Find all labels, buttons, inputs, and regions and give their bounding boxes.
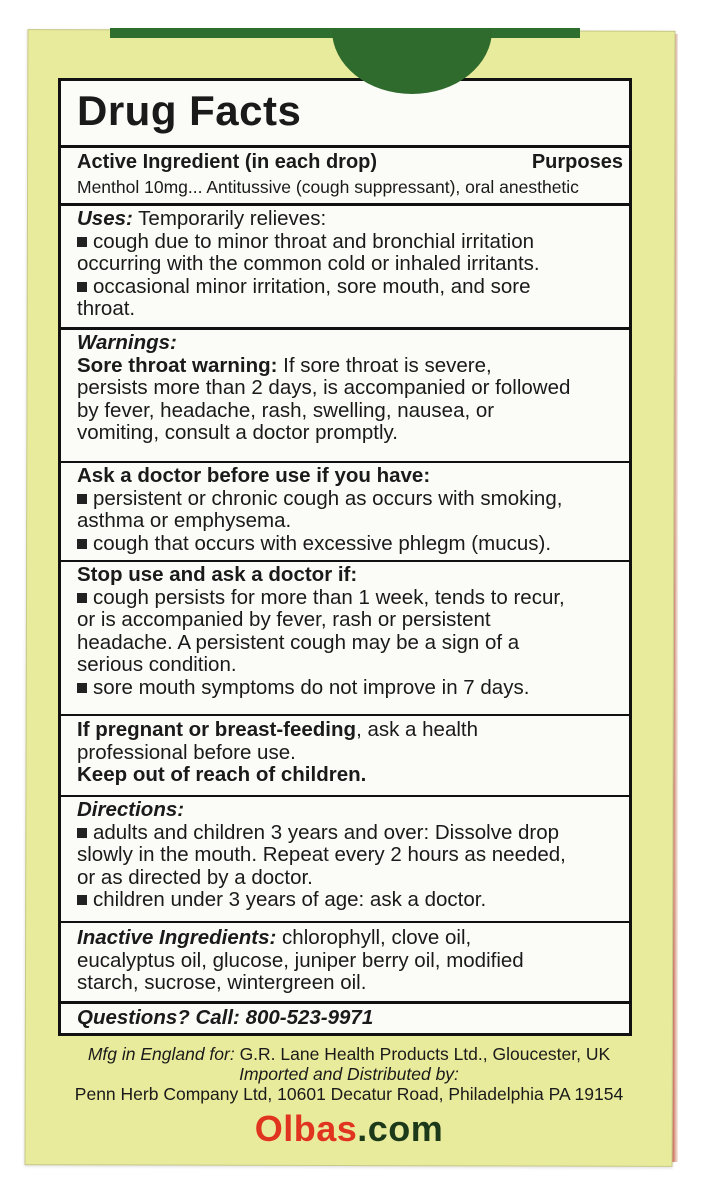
active-ingredient-heading: Active Ingredient (in each drop): [77, 151, 378, 173]
bullet-icon: [77, 593, 87, 603]
bullet-icon: [77, 539, 87, 549]
keep-out-of-reach: Keep out of reach of children.: [77, 763, 367, 786]
divider: [61, 921, 629, 923]
distributor-text: Penn Herb Company Ltd, 10601 Decatur Road, Philadelphia PA 19154: [74, 1084, 624, 1104]
uses-section: [61, 208, 629, 321]
pregnant-label: If pregnant or breast-feeding: [77, 718, 357, 741]
uses-intro: Temporarily relieves:: [132, 207, 327, 230]
drug-facts-panel: [58, 78, 632, 1036]
divider: [61, 327, 629, 330]
brand-suffix: .com: [357, 1108, 444, 1149]
brand-name: Olbas: [254, 1108, 358, 1149]
directions-section: [61, 799, 629, 912]
sore-throat-line: If sore throat is severe,: [277, 353, 492, 377]
ask-doctor-heading: Ask a doctor before use if you have:: [77, 464, 431, 487]
divider: [61, 714, 629, 716]
uses-label: Uses:: [77, 207, 133, 230]
directions-line: adults and children 3 years and over: Dissolve drop: [93, 820, 560, 844]
inactive-line: starch, sucrose, wintergreen oil.: [77, 971, 367, 994]
inactive-line: eucalyptus oil, glucose, juniper berry oil, modified: [77, 948, 524, 972]
questions-section: [61, 1007, 629, 1030]
directions-line: or as directed by a doctor.: [77, 865, 313, 889]
sore-throat-line: by fever, headache, rash, swelling, nausea, or: [77, 398, 495, 422]
stop-use-line: sore mouth symptoms do not improve in 7 days.: [93, 675, 530, 699]
questions-phone: Questions? Call: 800-523-9971: [77, 1006, 374, 1029]
directions-label: Directions:: [77, 798, 185, 821]
inactive-label: Inactive Ingredients:: [77, 926, 277, 949]
stop-use-line: cough persists for more than 1 week, tends to recur,: [93, 585, 565, 609]
bullet-icon: [77, 494, 87, 504]
imported-label: Imported and Distributed by:: [239, 1064, 459, 1084]
stop-use-section: [61, 564, 629, 699]
mfg-text: G.R. Lane Health Products Ltd., Gloucester, UK: [234, 1044, 611, 1064]
bullet-icon: [77, 683, 87, 693]
divider: [61, 203, 629, 206]
uses-line: throat.: [77, 297, 136, 320]
stop-use-line: serious condition.: [77, 653, 237, 676]
pregnant-line: professional before use.: [77, 740, 296, 764]
divider: [61, 1001, 629, 1004]
uses-line: cough due to minor throat and bronchial irritation: [93, 229, 535, 253]
stop-use-heading: Stop use and ask a doctor if:: [77, 563, 358, 586]
bullet-icon: [77, 895, 87, 905]
ask-doctor-section: [61, 465, 629, 555]
manufacturer-footer: [26, 1044, 672, 1104]
directions-line: slowly in the mouth. Repeat every 2 hours as needed,: [77, 843, 566, 866]
uses-line: occurring with the common cold or inhaled irritants.: [77, 252, 540, 275]
ask-doctor-line: asthma or emphysema.: [77, 509, 292, 532]
sore-throat-line: vomiting, consult a doctor promptly.: [77, 421, 398, 444]
inactive-ingredients-section: [61, 927, 629, 995]
active-ingredient-text: Menthol 10mg... Antitussive (cough suppressant), oral anesthetic: [77, 177, 579, 197]
drug-facts-title: Drug Facts: [77, 87, 302, 134]
ask-doctor-line: cough that occurs with excessive phlegm (mucus).: [93, 531, 552, 555]
divider: [61, 461, 629, 463]
stop-use-line: or is accompanied by fever, rash or persistent: [77, 608, 491, 631]
warnings-section: [61, 332, 629, 445]
stop-use-line: headache. A persistent cough may be a sign of a: [77, 630, 520, 654]
sore-throat-label: Sore throat warning:: [77, 353, 278, 377]
bullet-icon: [77, 282, 87, 292]
divider: [61, 795, 629, 797]
uses-line: occasional minor irritation, sore mouth, and sore: [93, 274, 531, 298]
bullet-icon: [77, 237, 87, 247]
purposes-heading: Purposes: [531, 151, 623, 173]
bullet-icon: [77, 828, 87, 838]
pregnant-text: , ask a health: [356, 718, 479, 741]
brand-url: [26, 1108, 672, 1150]
divider: [61, 145, 629, 148]
inactive-line: chlorophyll, clove oil,: [276, 926, 472, 949]
mfg-label: Mfg in England for:: [87, 1044, 235, 1064]
ask-doctor-line: persistent or chronic cough as occurs with smoking,: [93, 486, 563, 510]
sore-throat-line: persists more than 2 days, is accompanied or followed: [77, 376, 571, 399]
divider: [61, 560, 629, 562]
warnings-label: Warnings:: [77, 331, 177, 354]
directions-line: children under 3 years of age: ask a doctor.: [93, 888, 487, 911]
pregnancy-section: [61, 719, 629, 787]
